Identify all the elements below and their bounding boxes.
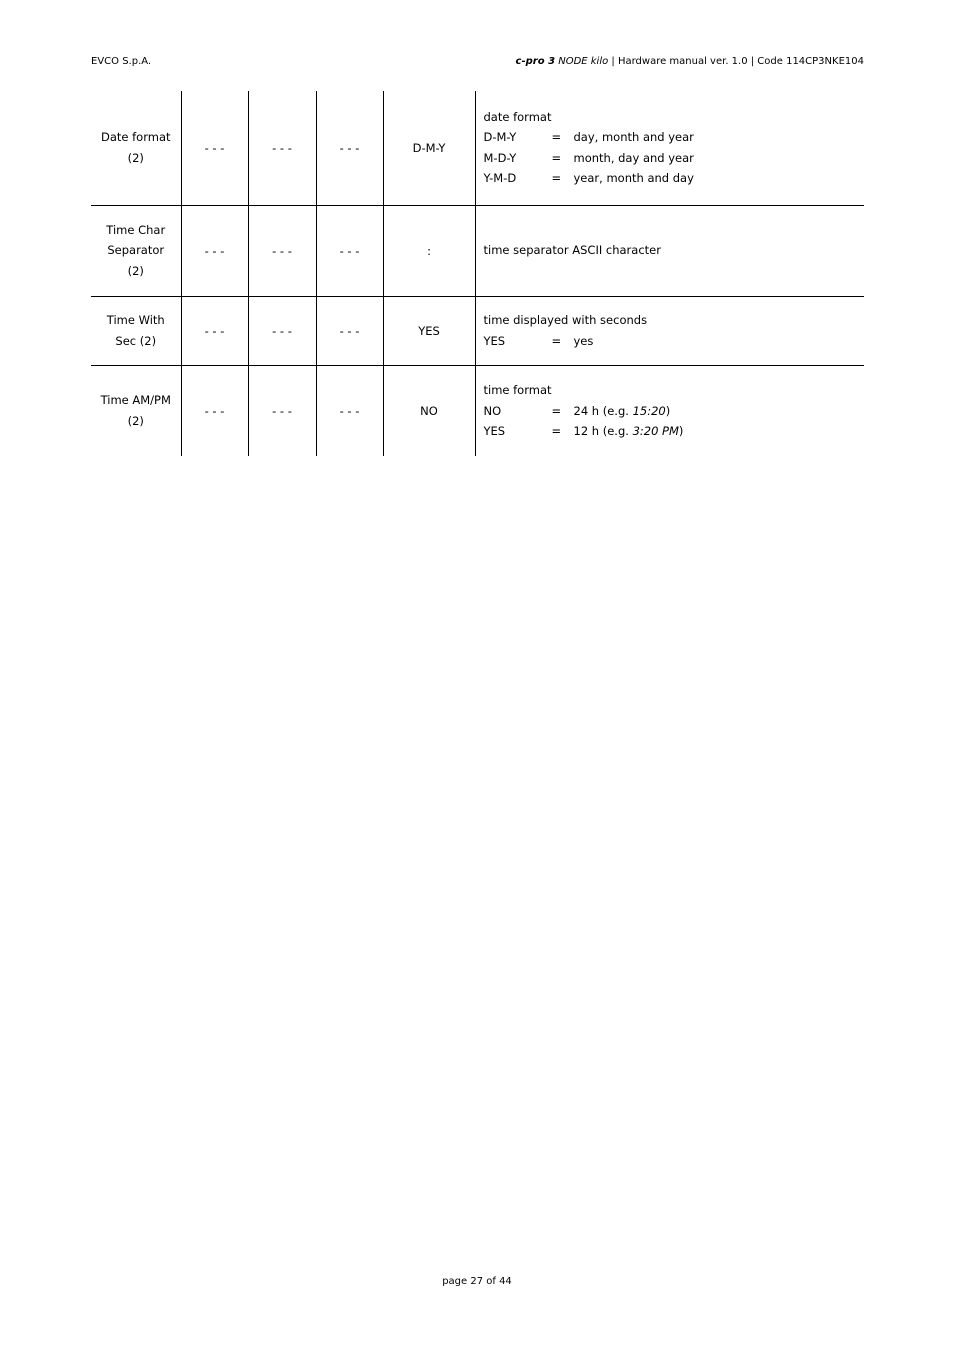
param-name-text: Time Char Separator (2) — [106, 222, 166, 278]
param-name — [91, 91, 181, 205]
table-row — [91, 365, 864, 456]
param-max: - - - — [248, 205, 316, 296]
param-unit: - - - — [316, 205, 383, 296]
param-unit: - - - — [316, 296, 383, 365]
desc-option: YES = 12 h (e.g. 3:20 PM) — [483, 424, 684, 438]
desc-title: date format — [483, 109, 552, 124]
param-name — [91, 365, 181, 456]
param-description — [475, 365, 864, 456]
param-min: - - - — [181, 91, 248, 205]
header-doc-info — [516, 56, 864, 67]
desc-option: M-D-Y = month, day and year — [483, 150, 694, 165]
header-company: EVCO S.p.A. — [91, 56, 152, 67]
param-name-text: Time With Sec (2) — [106, 313, 165, 348]
param-min: - - - — [181, 365, 248, 456]
doc-code: | Hardware manual ver. 1.0 | Code 114CP3NKE104 — [608, 56, 864, 67]
param-max: - - - — [248, 296, 316, 365]
product-model: NODE kilo — [558, 56, 609, 67]
param-name-text: Time AM/PM (2) — [100, 393, 171, 428]
param-max: - - - — [248, 91, 316, 205]
page-number: page 27 of 44 — [442, 1276, 512, 1287]
param-min: - - - — [181, 296, 248, 365]
table-row — [91, 205, 864, 296]
product-name: c-pro 3 — [515, 56, 556, 67]
param-name — [91, 296, 181, 365]
desc-title: time displayed with seconds — [483, 313, 648, 327]
param-min: - - - — [181, 205, 248, 296]
param-default: : — [383, 205, 475, 296]
parameters-table — [91, 91, 864, 456]
desc-title: time format — [483, 383, 552, 397]
table-row — [91, 296, 864, 365]
desc-option: D-M-Y = day, month and year — [483, 130, 694, 145]
desc-option: NO = 24 h (e.g. 15:20) — [483, 403, 671, 418]
table-row — [91, 91, 864, 205]
desc-title: time separator ASCII character — [483, 243, 661, 258]
param-description — [475, 296, 864, 365]
param-unit: - - - — [316, 91, 383, 205]
param-name-text: Date format (2) — [100, 130, 171, 165]
param-default: YES — [383, 296, 475, 365]
desc-option: Y-M-D = year, month and day — [483, 171, 694, 186]
param-name — [91, 205, 181, 296]
param-max: - - - — [248, 365, 316, 456]
param-unit: - - - — [316, 365, 383, 456]
param-default: D-M-Y — [383, 91, 475, 205]
desc-option: YES = yes — [483, 333, 594, 348]
param-description — [475, 91, 864, 205]
param-default: NO — [383, 365, 475, 456]
param-description — [475, 205, 864, 296]
